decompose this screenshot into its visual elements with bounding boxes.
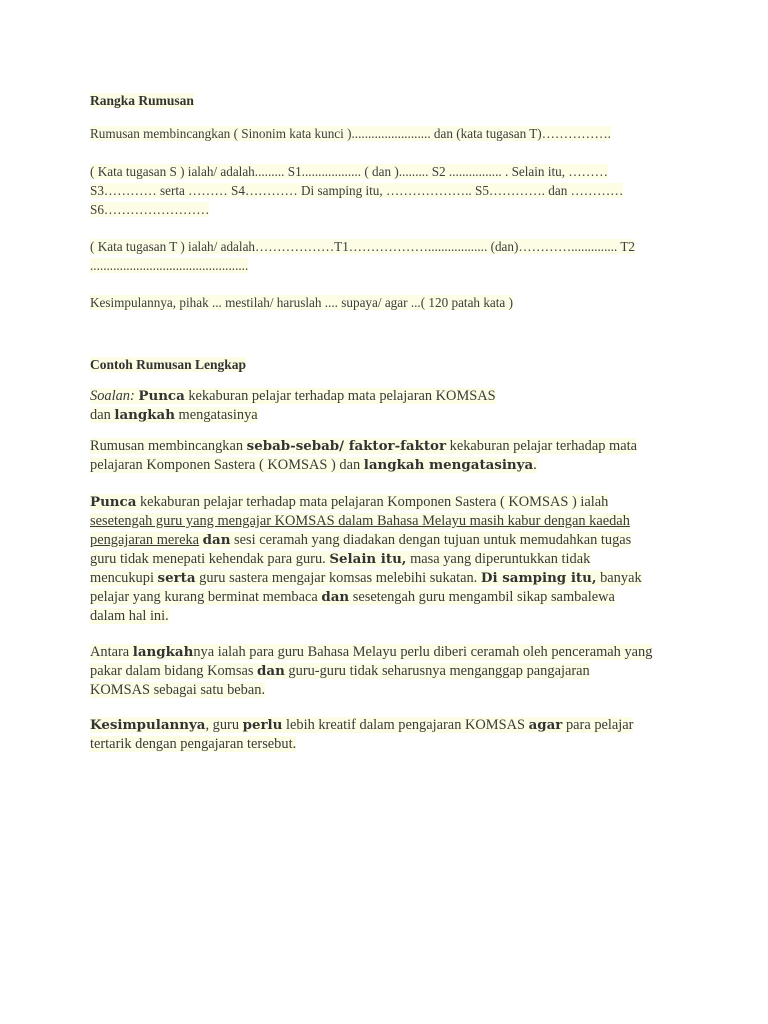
text-line: ................................................ xyxy=(90,258,249,273)
keyword: agar xyxy=(528,717,563,733)
example-paragraph-3: Antara langkahnya ialah para guru Bahasa Melayu perlu diberi ceramah oleh penceramah yang pakar dalam bidang Komsas dan guru-guru tidak seharusnya menganggap pangajaran KOMSAS sebagai satu beban. xyxy=(90,644,653,698)
framework-paragraph-2 xyxy=(90,162,690,219)
keyword: Di samping itu, xyxy=(480,570,597,586)
example-paragraph-2: Punca kekaburan pelajar terhadap mata pelajaran Komponen Sastera ( KOMSAS ) ialah sesetengah guru yang mengajar KOMSAS dalam Bahasa Melayu masih kabur dengan kaedah pengajaran mereka dan sesi ceramah yang diadakan dengan tujuan untuk memudahkan tugas guru tidak menepati kehendak para guru. Selain itu, masa yang diperuntukkan tidak mencukupi serta guru sastera mengajar komsas melebihi sukatan. Di samping itu, banyak pelajar yang kurang berminat membaca dan sesetengah guru mengambil sikap sambalewa dalam hal ini. xyxy=(90,494,642,624)
keyword: sebab-sebab/ faktor-faktor xyxy=(246,438,447,454)
keyword: langkah mengatasinya xyxy=(363,457,534,473)
text-line: ( Kata tugasan T ) ialah/ adalah………………T1……………….................. (dan)………….............. T2 xyxy=(90,239,636,254)
underlined-text: pengajaran mereka xyxy=(90,532,200,548)
text-line: S3………… serta ……… S4………… Di samping itu, ……………….. S5…………. dan ………… xyxy=(90,183,624,198)
question-paragraph: Soalan: Punca kekaburan pelajar terhadap mata pelajaran KOMSAS dan langkah mengatasinya xyxy=(90,388,496,423)
keyword: dan xyxy=(257,663,285,679)
keyword: langkah xyxy=(132,644,194,660)
text-line: S6…………………… xyxy=(90,202,210,217)
framework-heading: Rangka Rumusan xyxy=(90,93,194,108)
text-line: Rumusan membincangkan ( Sinonim kata kunci )........................ dan (kata tugasan T)……………. xyxy=(90,126,611,141)
keyword: Punca xyxy=(90,494,137,510)
text-line: ( Kata tugasan S ) ialah/ adalah......... S1.................. ( dan )......... S2 ................ . Selain itu, ……… xyxy=(90,164,608,179)
example-paragraph-1: Rumusan membincangkan sebab-sebab/ faktor-faktor kekaburan pelajar terhadap mata pelajaran Komponen Sastera ( KOMSAS ) dan langkah mengatasinya. xyxy=(90,438,638,473)
question-label: Soalan: xyxy=(90,388,135,404)
keyword: langkah xyxy=(114,407,175,423)
keyword: dan xyxy=(202,532,231,548)
text-line: Kesimpulannya, pihak ... mestilah/ haruslah .... supaya/ agar ...( 120 patah kata ) xyxy=(90,295,513,310)
example-paragraph-4: Kesimpulannya, guru perlu lebih kreatif dalam pengajaran KOMSAS agar para pelajar tertarik dengan pengajaran tersebut. xyxy=(90,717,634,752)
example-heading: Contoh Rumusan Lengkap xyxy=(90,357,247,372)
keyword: Selain itu, xyxy=(329,551,407,567)
framework-paragraph-1 xyxy=(90,124,690,143)
keyword: serta xyxy=(157,570,196,586)
keyword: Kesimpulannya xyxy=(90,717,206,733)
keyword: Punca xyxy=(138,388,185,404)
keyword: perlu xyxy=(242,717,283,733)
framework-paragraph-4 xyxy=(90,293,690,312)
framework-paragraph-3 xyxy=(90,237,690,275)
underlined-text: sesetengah guru yang mengajar KOMSAS dalam Bahasa Melayu masih kabur dengan kaedah xyxy=(90,513,630,529)
keyword: dan xyxy=(321,589,350,605)
